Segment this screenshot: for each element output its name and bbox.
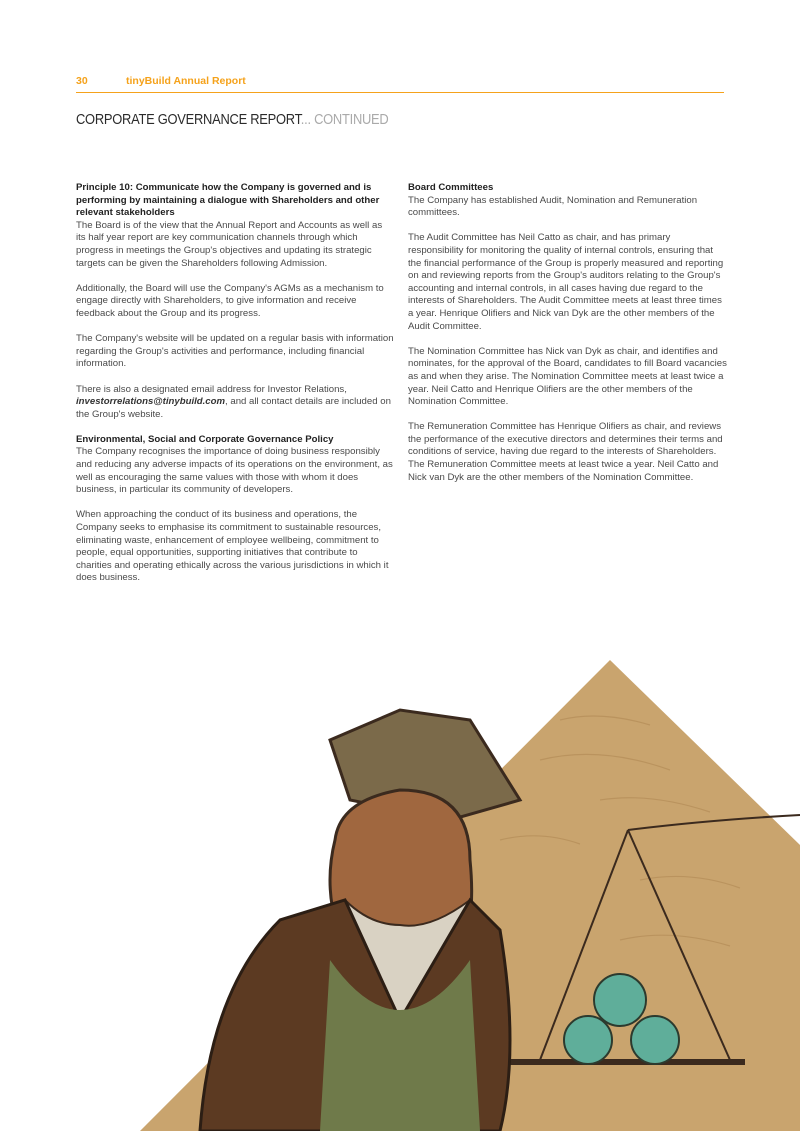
text: There is also a designated email address for Investor Relations, xyxy=(76,383,347,395)
paragraph: Additionally, the Board will use the Company's AGMs as a mechanism to engage directly with Shareholders, to give information and receive feedback about the Group and its progress. xyxy=(76,282,384,319)
paragraph: The Company recognises the importance of doing business responsibly and reducing any adverse impacts of its operations on the environment, as well as encouraging the same values with those with whom it does business, in particular its community of developers. xyxy=(76,446,393,496)
paragraph: The Company's website will be updated on a regular basis with information regarding the Group's activities and performance, including financial information. xyxy=(76,333,394,370)
title-main: CORPORATE GOVERNANCE REPORT xyxy=(76,111,301,128)
character-figure xyxy=(200,710,520,1131)
esg-heading: Environmental, Social and Corporate Governance Policy xyxy=(76,433,334,445)
paragraph: The Board is of the view that the Annual Report and Accounts as well as its half year report are key communication channels through which progress in meetings the Group's objectives and updating its strategic targets can be given the Shareholders following Admission. xyxy=(76,219,383,269)
board-committees-heading: Board Committees xyxy=(408,182,494,193)
paragraph: The Company has established Audit, Nomination and Remuneration committees. xyxy=(408,194,698,219)
paragraph: The Remuneration Committee has Henrique Olifiers as chair, and reviews the performance of the executive directors and determines their terms and conditions of service, having due regard to the interests of Shareholders. The Remuneration Committee meets at least twice a year. Neil Catto and Nick van Dyk are the other members of the Nomination Committee. xyxy=(408,421,723,483)
page-number: 30 xyxy=(76,75,88,87)
principle-10-heading: Principle 10: Communicate how the Company is governed and is performing by maintaining a dialogue with Shareholders and other relevant stakeholders xyxy=(76,182,380,219)
title-continued: ... CONTINUED xyxy=(300,111,389,128)
paragraph: The Audit Committee has Neil Catto as chair, and has primary responsibility for monitoring the quality of internal controls, ensuring that the financial performance of the Group is properly measured and reporting on and reviewing reports from the Group's auditors relating to the Group's accounting and internal controls, in all cases having due regard to the interests of Shareholders. The Audit Committee meets at least three times a year. Henrique Olifiers and Nick van Dyk are the other members of the Audit Committee. xyxy=(408,232,724,332)
paragraph: When approaching the conduct of its business and operations, the Company seeks to emphasise its commitment to sustainable resources, eliminating waste, enhancement of employee wellbeing, commitment to people, equal opportunities, supporting initiatives that contribute to charities and operating ethically across the various jurisdictions in which it does business. xyxy=(76,509,389,584)
paragraph: The Nomination Committee has Nick van Dyk as chair, and identifies and nominates, for the approval of the Board, candidates to fill Board vacancies as and when they arise. The Nomination Committee meets at least twice a year. Neil Catto and Henrique Olifiers are the other members of the Nomination Committee. xyxy=(408,345,727,408)
investor-email-link[interactable]: investorrelations@tinybuild.com xyxy=(76,396,226,408)
text: , and all contact details are included on the Group's website. xyxy=(76,396,391,420)
report-title: tinyBuild Annual Report xyxy=(126,75,246,87)
